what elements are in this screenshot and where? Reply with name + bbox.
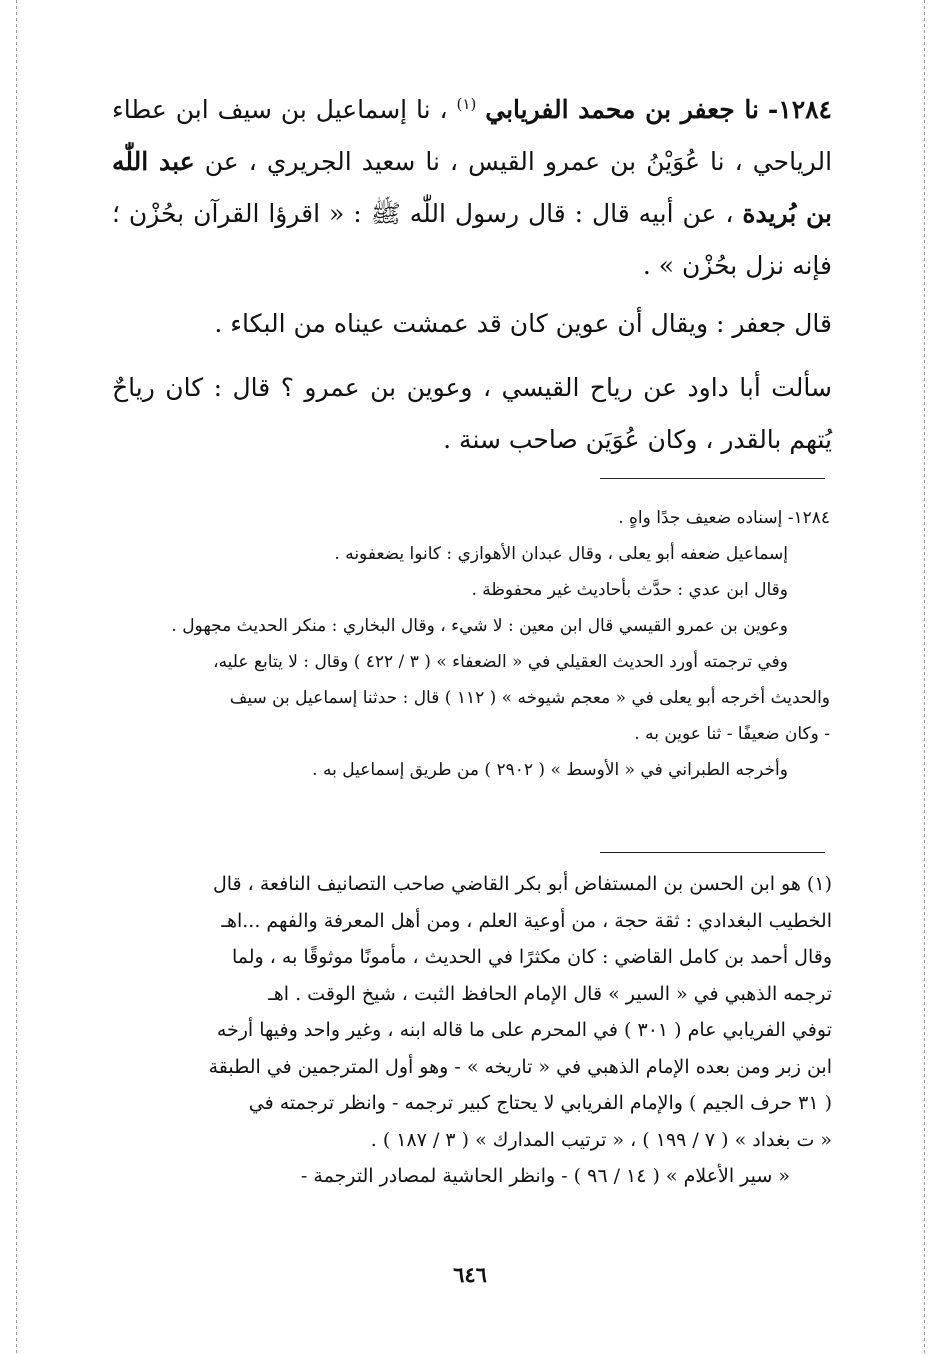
- footnote-line: وقال أحمد بن كامل القاضي : كان مكثرًا في الحديث ، مأمونًا موثوقًا به ، ولما: [231, 946, 832, 968]
- takhrij-heading: ١٢٨٤- إسناده ضعيف جدًا واهٍ .: [618, 508, 830, 528]
- left-margin-dotted-line: [16, 0, 17, 1355]
- takhrij-line: وعوين بن عمرو القيسي قال ابن معين : لا شيء ، وقال البخاري : منكر الحديث مجهول .: [171, 616, 788, 636]
- footnote-section: [112, 866, 832, 1195]
- hadith-narrator-opening: نا جعفر بن محمد الفريابي: [485, 95, 759, 124]
- takhrij-line: إسماعيل ضعفه أبو يعلى ، وقال عبدان الأهوازي : كانوا يضعفونه .: [334, 544, 788, 564]
- footnote-reference: (١): [456, 95, 477, 113]
- right-margin-dotted-line: [924, 0, 925, 1355]
- jafar-comment: قال جعفر : ويقال أن عوين كان قد عمشت عيناه من البكاء .: [214, 309, 832, 338]
- takhrij-line: - وكان ضعيفًا - ثنا عوين به .: [634, 724, 830, 744]
- footnote-line: « سير الأعلام » ( ١٤ / ٩٦ ) - وانظر الحاشية لمصادر الترجمة -: [300, 1165, 790, 1187]
- takhrij-line: وفي ترجمته أورد الحديث العقيلي في « الضعفاء » ( ٣ / ٤٢٢ ) وقال : لا يتابع عليه،: [213, 652, 788, 672]
- hadith-number: ١٢٨٤-: [767, 95, 832, 124]
- hadith-line-3-post: ، عن أبيه قال : قال رسول اللّٰه ﷺ : « اقرؤا: [268, 199, 734, 228]
- footnote-divider: [600, 852, 825, 853]
- footnote-line: ترجمه الذهبي في « السير » قال الإمام الحافظ الثبت ، شيخ الوقت . اهـ: [268, 982, 832, 1005]
- hadith-paragraph: [112, 78, 832, 292]
- takhrij-line: وأخرجه الطبراني في « الأوسط » ( ٢٩٠٢ ) من طريق إسماعيل به .: [312, 760, 788, 780]
- hadith-text: [112, 78, 832, 466]
- footnote-line: ( ٣١ حرف الجيم ) والإمام الفريابي لا يحتاج كبير ترجمه - وانظر ترجمته في: [248, 1092, 832, 1114]
- footnote-line: (١) هو ابن الحسن بن المستفاض أبو بكر القاضي صاحب التصانيف النافعة ، قال: [212, 873, 832, 895]
- page-number: ٦٤٦: [453, 1262, 487, 1287]
- abu-dawud-question: [112, 362, 832, 466]
- footnote-line: ابن زبر ومن بعده الإمام الذهبي في « تاريخه » - وهو أول المترجمين في الطبقة: [208, 1055, 832, 1078]
- hadith-line-4: القرآن بحُزْن ؛ فإنه نزل بحُزْن » .: [112, 199, 832, 280]
- narrator-name-bold: عبد اللّٰه بن بُريدة: [112, 147, 833, 228]
- footnote-line: « ت بغداد » ( ٧ / ١٩٩ ) ، « ترتيب المدارك » ( ٣ / ١٨٧ ) .: [370, 1128, 832, 1151]
- abu-dawud-line-1: سألت أبا داود عن رياح القيسي ، وعوين بن عمرو ؟ قال : كان: [165, 373, 832, 402]
- takhrij-line: وقال ابن عدي : حدَّث بأحاديث غير محفوظة .: [471, 580, 788, 600]
- hadith-line-2: ابن عطاء الرياحي ، نا عُوَيْنُ بن عمرو القيس ، نا سعيد الجريري ،: [112, 95, 833, 176]
- takhrij-divider: [600, 478, 825, 479]
- abu-dawud-line-2: رياحٌ يُتهم بالقدر ، وكان عُوَيَن صاحب سنة .: [112, 373, 832, 454]
- hadith-line-3-pre: عن: [204, 147, 239, 176]
- footnote-line: توفي الفريابي عام ( ٣٠١ ) في المحرم على ما قاله ابنه ، وغير واحد وفيها أرخه: [216, 1019, 832, 1041]
- takhrij-section: [112, 500, 830, 788]
- takhrij-line: والحديث أخرجه أبو يعلى في « معجم شيوخه » ( ١١٢ ) قال : حدثنا إسماعيل بن سيف: [229, 688, 830, 708]
- hadith-line-1-rest: ، نا إسماعيل بن سيف: [217, 95, 448, 124]
- footnote-line: الخطيب البغدادي : ثقة حجة ، من أوعية العلم ، ومن أهل المعرفة والفهم ...اهـ: [221, 909, 832, 932]
